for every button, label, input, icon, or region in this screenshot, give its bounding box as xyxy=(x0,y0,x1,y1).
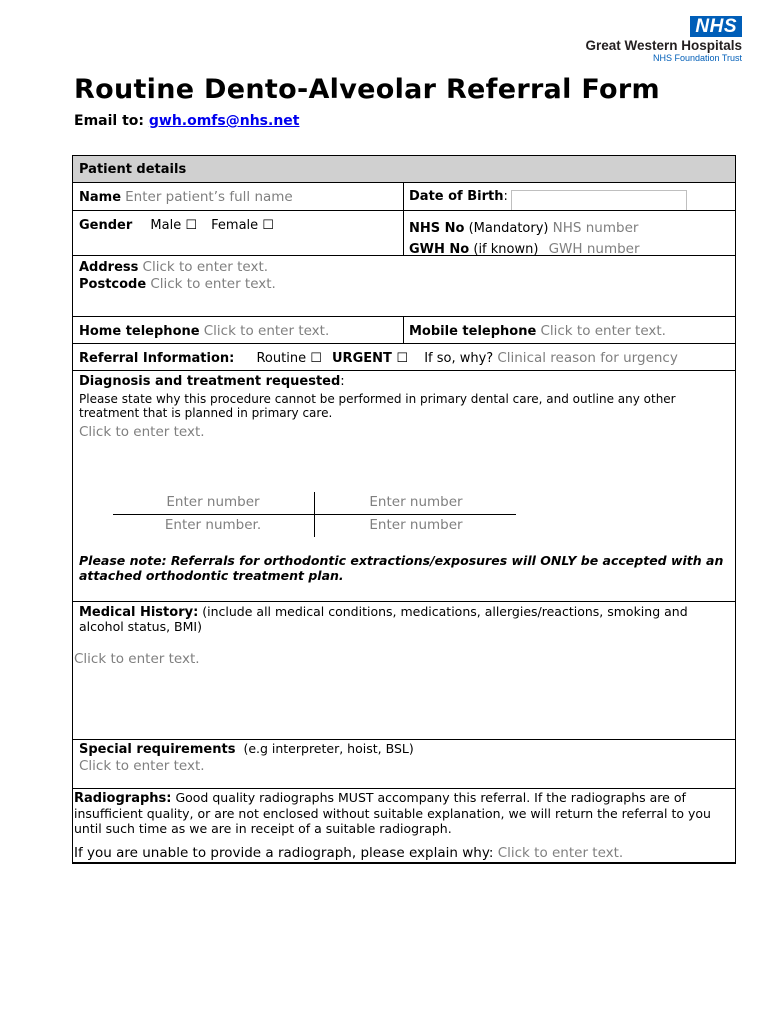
tooth-number-upper-right[interactable]: Enter number xyxy=(166,494,260,510)
medical-history-label: Medical History: xyxy=(79,605,199,620)
referral-form xyxy=(72,155,736,864)
orthodontic-note: Please note: Referrals for orthodontic extractions/exposures will ONLY be accepted with an attached orthodontic treatment plan. xyxy=(79,553,724,583)
organisation-name: Great Western Hospitals xyxy=(585,38,742,53)
referral-info-label: Referral Information: xyxy=(79,351,235,366)
radiograph-explain-field[interactable]: Click to enter text. xyxy=(497,845,624,861)
address-label: Address xyxy=(79,260,139,275)
diagnosis-label: Diagnosis and treatment requested xyxy=(79,374,341,389)
urgency-reason-field[interactable]: Clinical reason for urgency xyxy=(497,350,678,366)
postcode-label: Postcode xyxy=(79,277,147,292)
radiograph-explain-prompt: If you are unable to provide a radiograph, please explain why: xyxy=(74,845,494,861)
gwh-number-field[interactable]: GWH number xyxy=(548,241,640,257)
name-field[interactable]: Enter patient’s full name xyxy=(125,189,293,205)
mobile-telephone-field[interactable]: Click to enter text. xyxy=(540,323,666,339)
mobile-telephone-label: Mobile telephone xyxy=(409,324,537,339)
urgency-reason-label: If so, why? xyxy=(424,351,494,366)
email-link[interactable]: gwh.omfs@nhs.net xyxy=(148,113,300,129)
medical-history-note: (include all medical conditions, medications, allergies/reactions, smoking and alcohol status, BMI) xyxy=(79,604,688,634)
radiographs-text: Good quality radiographs MUST accompany this referral. If the radiographs are of insufficient quality, or are not enclosed without suitable explanation, we will return the referral to you until such time as we are in receipt of a suitable radiograph. xyxy=(74,790,711,836)
address-field[interactable]: Click to enter text. xyxy=(142,259,269,275)
radiographs-section xyxy=(73,788,735,862)
female-checkbox[interactable]: Female ☐ xyxy=(211,218,274,233)
diagnosis-field[interactable]: Click to enter text. xyxy=(79,424,205,440)
email-line xyxy=(74,113,299,129)
routine-checkbox[interactable]: Routine ☐ xyxy=(256,351,322,366)
dob-field[interactable] xyxy=(511,190,687,211)
tooth-number-upper-left[interactable]: Enter number xyxy=(369,494,463,510)
diagnosis-instructions: Please state why this procedure cannot be performed in primary dental care, and outline any other treatment that is planned in primary care. xyxy=(79,392,676,420)
patient-details-header: Patient details xyxy=(73,156,735,182)
tooth-number-grid xyxy=(113,492,516,537)
gender-label: Gender xyxy=(79,218,133,233)
trust-name: NHS Foundation Trust xyxy=(652,53,742,63)
radiographs-label: Radiographs: xyxy=(74,791,172,806)
medical-history-section xyxy=(73,601,735,739)
medical-history-field[interactable]: Click to enter text. xyxy=(74,651,200,667)
diagnosis-section xyxy=(73,370,735,601)
dob-colon: : xyxy=(503,189,508,204)
tooth-number-lower-left[interactable]: Enter number xyxy=(369,517,463,533)
referral-info-row xyxy=(73,343,735,370)
special-requirements-section xyxy=(73,739,735,788)
home-telephone-label: Home telephone xyxy=(79,324,200,339)
tooth-number-lower-right[interactable]: Enter number. xyxy=(164,517,262,533)
nhs-number-field[interactable]: NHS number xyxy=(552,220,639,236)
nhs-number-note: (Mandatory) xyxy=(468,221,549,236)
nhs-number-label: NHS No xyxy=(409,221,465,236)
nhs-logo xyxy=(585,16,742,63)
postcode-field[interactable]: Click to enter text. xyxy=(150,276,276,292)
address-row xyxy=(73,255,735,316)
special-requirements-field[interactable]: Click to enter text. xyxy=(79,758,205,774)
gwh-number-label: GWH No xyxy=(409,242,470,257)
name-dob-row xyxy=(73,182,735,210)
special-requirements-note: (e.g interpreter, hoist, BSL) xyxy=(243,741,414,756)
home-telephone-field[interactable]: Click to enter text. xyxy=(203,323,330,339)
gwh-number-note: (if known) xyxy=(473,242,539,257)
male-checkbox[interactable]: Male ☐ xyxy=(150,218,198,233)
telephone-row xyxy=(73,316,735,343)
urgent-checkbox[interactable]: URGENT ☐ xyxy=(332,351,409,366)
page-title: Routine Dento-Alveolar Referral Form xyxy=(74,74,660,105)
diagnosis-colon: : xyxy=(340,374,345,389)
nhs-badge: NHS xyxy=(690,16,742,37)
dob-label: Date of Birth xyxy=(409,189,504,204)
name-label: Name xyxy=(79,190,122,205)
email-label: Email to: xyxy=(74,113,144,129)
gender-nhs-row xyxy=(73,210,735,255)
special-requirements-label: Special requirements xyxy=(79,742,236,757)
